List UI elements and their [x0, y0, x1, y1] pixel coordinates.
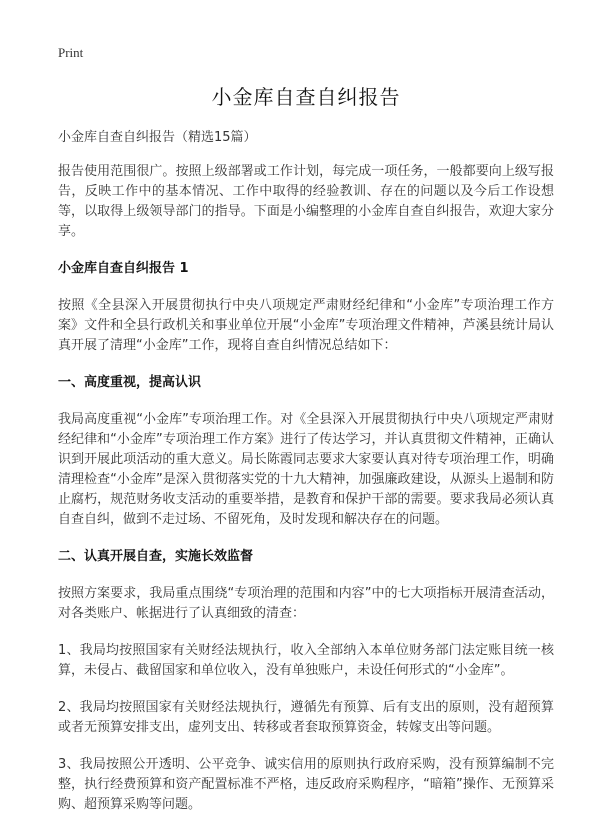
- intro-paragraph: 报告使用范围很广。按照上级部署或工作计划，每完成一项任务，一般都要向上级写报告，反映工作中的基本情况、工作中取得的经验教训、存在的问题以及今后工作设想等，以取得上级领导部门的指导。下面是小编整理的小金库自查自纠报告，欢迎大家分享。: [58, 164, 554, 239]
- section-heading: 小金库自查自纠报告 1: [58, 261, 189, 276]
- subheading-1: 一、高度重视，提高认识: [58, 375, 202, 390]
- subtitle: 小金库自查自纠报告（精选15篇）: [58, 130, 257, 145]
- print-link[interactable]: Print: [58, 45, 84, 60]
- paragraph-1: 我局高度重视“小金库”专项治理工作。对《全县深入开展贯彻执行中央八项规定严肃财经纪律和“小金库”专项治理工作方案》进行了传达学习，并认真贯彻文件精神，正确认识到开展此项活动的重大意义。局长陈霞同志要求大家要认真对待专项治理工作，明确清理检查“小金库”是深入贯彻落实党的十九大精神，加强廉政建设，从源头上遏制和防止腐朽，规范财务收支活动的重要举措，是教育和保护干部的需要。要求我局必须认真自查自纠，做到不走过场、不留死角，及时发现和解决存在的问题。: [58, 412, 554, 527]
- list-item-2: 2、我局均按照国家有关财经法规执行，遵循先有预算、后有支出的原则，没有超预算或者无预算安排支出，虚列支出、转移或者套取预算资金，转嫁支出等问题。: [58, 700, 554, 735]
- subheading-2: 二、认真开展自查，实施长效监督: [58, 549, 254, 564]
- section-paragraph: 按照《全县深入开展贯彻执行中央八项规定严肃财经纪律和“小金库”专项治理工作方案》文件和全县行政机关和事业单位开展“小金库”专项治理文件精神，芦溪县统计局认真开展了清理“小金库”工作，现将自查自纠情况总结如下：: [58, 298, 554, 353]
- page-title: 小金库自查自纠报告: [211, 85, 401, 109]
- paragraph-2: 按照方案要求，我局重点围绕“专项治理的范围和内容”中的七大项指标开展清查活动，对各类账户、帐据进行了认真细致的清查：: [58, 586, 554, 621]
- list-item-1: 1、我局均按照国家有关财经法规执行，收入全部纳入本单位财务部门法定账目统一核算，未侵占、截留国家和单位收入，没有单独账户，未设任何形式的“小金库”。: [58, 643, 554, 678]
- list-item-3: 3、我局按照公开透明、公平竞争、诚实信用的原则执行政府采购，没有预算编制不完整，执行经费预算和资产配置标准不严格，违反政府采购程序，“暗箱”操作、无预算采购、超预算采购等问题。: [58, 757, 554, 812]
